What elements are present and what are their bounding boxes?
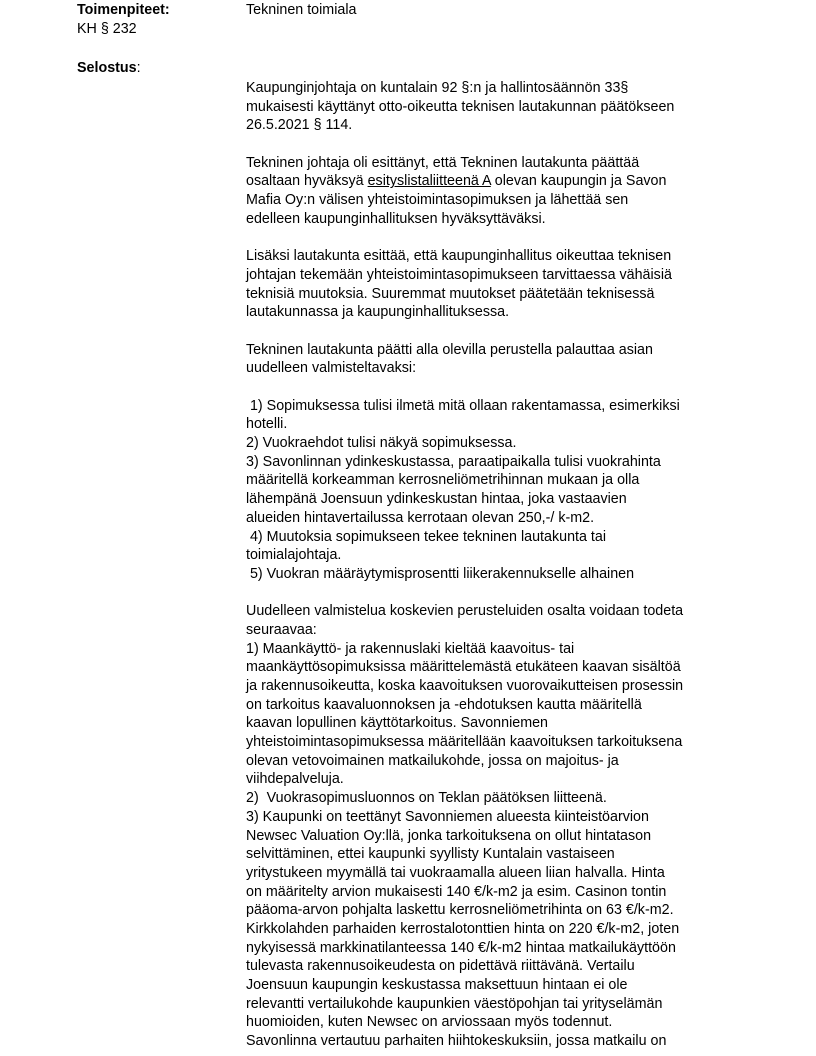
text-line: on määritelty arvion mukaisesti 140 €/k-m2 ja esim. Casinon tontin <box>246 883 667 900</box>
attachment-a-link[interactable]: esityslistaliitteenä A <box>367 173 491 190</box>
text-line: edelleen kaupunginhallituksen hyväksyttäväksi. <box>246 210 546 227</box>
selostus-colon: : <box>136 60 141 76</box>
text-line: nykyisessä markkinatilanteessa 140 €/k-m2 hintaa matkailukäyttöön <box>246 939 676 956</box>
toimenpiteet-label: Toimenpiteet: <box>77 2 170 18</box>
text-line: lautakunnassa ja kaupunginhallituksessa. <box>246 304 510 321</box>
text-line: Uudelleen valmistelua koskevien perusteluiden osalta voidaan todeta <box>246 603 684 620</box>
text-line: uudelleen valmisteltavaksi: <box>246 360 417 377</box>
text-line: huomioiden, kuten Newsec on arviossaan myös todennut. <box>246 1014 613 1031</box>
text-line: Tekninen lautakunta päätti alla olevilla perustella palauttaa asian <box>246 341 653 358</box>
list-item: lähempänä Joensuun ydinkeskustan hintaa, joka vastaavien <box>246 491 627 508</box>
text-line: Newsec Valuation Oy:llä, jonka tarkoituksena on ollut hintatason <box>246 827 652 844</box>
list-item: alueiden hintavertailussa kerrotaan olevan 250,-/ k-m2. <box>246 509 595 526</box>
text-line: yhteistoimintasopimuksessa määritellään kaavoituksen tarkoituksena <box>246 734 683 751</box>
text-line: 2) Vuokrasopimusluonnos on Teklan päätöksen liitteenä. <box>246 790 607 807</box>
selostus-label <box>77 59 141 78</box>
list-item: 2) Vuokraehdot tulisi näkyä sopimuksessa. <box>246 435 517 452</box>
document-body <box>246 79 791 1051</box>
text-line: tulevasta rakennusoikeudesta on pidettävä riittävänä. Vertailu <box>246 958 635 975</box>
paragraph-otto-oikeus <box>246 79 791 135</box>
text-line: 1) Maankäyttö- ja rakennuslaki kieltää kaavoitus- tai <box>246 640 575 657</box>
selostus-label-text: Selostus <box>77 60 137 76</box>
text-line: 3) Kaupunki on teettänyt Savonniemen alueesta kiinteistöarvion <box>246 808 649 825</box>
toimenpiteet-value: Tekninen toimiala <box>246 2 357 18</box>
paragraph-lisaksi <box>246 247 791 322</box>
text-line: relevantti vertailukohde kaupunkien väestöpohjan tai yrityselämän <box>246 995 663 1012</box>
list-item: hotelli. <box>246 416 288 433</box>
text-line: yritystukeen myymällä tai vuokraamalla alueen liian halvalla. Hinta <box>246 864 665 881</box>
text-line: Lisäksi lautakunta esittää, että kaupunginhallitus oikeuttaa teknisen <box>246 248 672 265</box>
text-line: Kaupunginjohtaja on kuntalain 92 §:n ja hallintosäännön 33§ <box>246 80 629 96</box>
text-line: kaavan lopullinen käyttötarkoitus. Savonniemen <box>246 715 549 732</box>
paragraph-johtajan-esitys <box>246 154 791 229</box>
list-item: määritellä korkeamman kerrosneliömetrihinnan mukaan ja olla <box>246 472 640 489</box>
text-line: Tekninen johtaja oli esittänyt, että Tekninen lautakunta päättää <box>246 154 640 171</box>
header-right <box>246 1 791 20</box>
text-line: olevan vetovoimainen matkailukohde, jossa on majoitus- ja <box>246 752 619 769</box>
text-line: Kirkkolahden parhaiden kerrostalotonttien hinta on 220 €/k-m2, joten <box>246 920 680 937</box>
text-segment: osaltaan hyväksyä <box>246 173 368 190</box>
text-line-with-link <box>246 172 791 191</box>
text-line: ja rakennusoikeutta, koska kaavoituksen vuorovaikutteisen prosessin <box>246 678 684 694</box>
list-item: toimialajohtaja. <box>246 547 342 564</box>
paragraph-palautus <box>246 341 791 378</box>
header-left <box>77 1 227 38</box>
text-line: viihdepalveluja. <box>246 771 344 788</box>
text-line: teknisiä muutoksia. Suuremmat muutokset päätetään teknisessä <box>246 285 655 302</box>
text-line: maankäyttösopimuksissa määrittelemästä etukäteen kaavan sisältöä <box>246 659 681 676</box>
text-line: on tarkoitus kaavaluonnoksen ja -ehdotuksen kautta määritellä <box>246 696 642 713</box>
text-line: Mafia Oy:n välisen yhteistoimintasopimuksen ja lähettää sen <box>246 192 629 209</box>
text-line: 26.5.2021 § 114. <box>246 117 353 134</box>
text-line: selvittäminen, ettei kaupunki syyllisty Kuntalain vastaiseen <box>246 846 615 863</box>
list-perustelut <box>246 397 791 584</box>
text-line: pääoma-arvon pohjalta laskettu kerrosneliömetrihinta on 63 €/k-m2. <box>246 902 674 919</box>
text-line: mukaisesti käyttänyt otto-oikeutta teknisen lautakunnan päätökseen <box>246 98 675 115</box>
text-segment: olevan kaupungin ja Savon <box>490 173 667 190</box>
paragraph-uudelleen-valmistelu <box>246 602 791 1051</box>
text-line: seuraavaa: <box>246 621 317 638</box>
text-line: Joensuun kaupungin keskustassa maksettuun hintaan ei ole <box>246 977 628 993</box>
list-item: 3) Savonlinnan ydinkeskustassa, paraatipaikalla tulisi vuokrahinta <box>246 453 661 470</box>
list-item: 4) Muutoksia sopimukseen tekee tekninen lautakunta tai <box>246 528 607 545</box>
text-line: Savonlinna vertautuu parhaiten hiihtokeskuksiin, jossa matkailu on <box>246 1033 667 1050</box>
text-line: johtajan tekemään yhteistoimintasopimukseen tarvittaessa vähäisiä <box>246 266 672 283</box>
list-item: 1) Sopimuksessa tulisi ilmetä mitä ollaan rakentamassa, esimerkiksi <box>246 397 680 414</box>
kh-reference: KH § 232 <box>77 20 137 37</box>
list-item: 5) Vuokran määräytymisprosentti liikerakennukselle alhainen <box>246 565 635 582</box>
